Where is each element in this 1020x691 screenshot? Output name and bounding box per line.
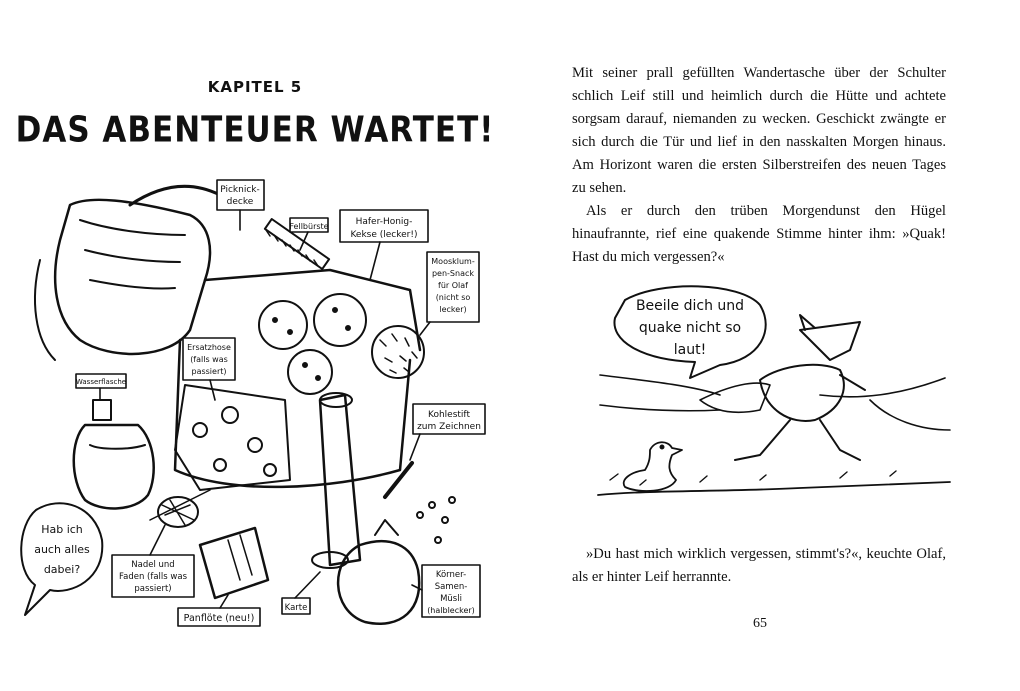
paragraph-3: »Du hast mich wirklich vergessen, stimmt's?«, keuchte Olaf, als er hinter Leif herrannte. bbox=[572, 546, 946, 585]
label-moos-4: (nicht so bbox=[435, 293, 471, 302]
label-ersatzhose-2: (falls was bbox=[190, 355, 228, 364]
needle-icon bbox=[150, 490, 210, 527]
label-picknickdecke-1: Picknick- bbox=[220, 185, 260, 195]
chapter-label: KAPITEL 5 bbox=[207, 78, 303, 96]
label-kohlestift-2: zum Zeichnen bbox=[417, 422, 481, 432]
label-ersatzhose-3: passiert) bbox=[191, 367, 227, 376]
paragraph-2: Als er durch den trüben Morgendunst den Hügel hinaufrannte, rief eine quakende Stimme hinter ihm: »Quak! Hast du mich vergessen?« bbox=[572, 203, 946, 265]
label-moos-1: Moosklum- bbox=[431, 257, 475, 266]
speech-right-3: laut! bbox=[673, 342, 707, 358]
label-hafer-1: Hafer-Honig- bbox=[355, 217, 413, 227]
label-panflote: Panflöte (neu!) bbox=[183, 613, 255, 624]
label-fellburste: Fellbürste bbox=[289, 222, 329, 231]
body-text-bottom bbox=[572, 543, 946, 589]
label-boxes bbox=[21, 180, 485, 626]
speech-right-1: Beeile dich und bbox=[635, 298, 745, 314]
trousers-icon bbox=[175, 385, 290, 490]
backpack-illustration bbox=[0, 150, 510, 650]
chapter-title: DAS ABENTEUER WARTET! bbox=[15, 109, 495, 151]
label-ersatzhose-1: Ersatzhose bbox=[187, 343, 231, 352]
speech-left-3: dabei? bbox=[43, 563, 81, 576]
moss-icon bbox=[372, 326, 424, 378]
label-muesli-3: Müsli bbox=[440, 594, 462, 604]
duck-icon bbox=[624, 442, 682, 491]
paragraph-1: Mit seiner prall gefüllten Wandertasche über der Schulter schlich Leif still und heimlich durch die Hütte und achtete sorgsam darauf, niemanden zu wecken. Geschickt zwängte er sich durch die Tür und lief in den nasskalten Morgen hinaus. Am Horizont waren die ersten Silberstreifen des neuen Tages zu sehen. bbox=[572, 65, 946, 196]
label-nadel-2: Faden (falls was bbox=[119, 572, 187, 582]
label-wasserflasche: Wasserflasche bbox=[75, 378, 127, 386]
label-muesli-2: Samen- bbox=[434, 582, 468, 592]
bottle-icon bbox=[74, 400, 154, 508]
label-karte: Karte bbox=[284, 603, 308, 613]
label-picknickdecke-2: decke bbox=[226, 197, 254, 207]
speech-left-1: Hab ich bbox=[41, 523, 83, 536]
label-moos-2: pen-Snack bbox=[431, 269, 475, 278]
label-nadel-1: Nadel und bbox=[131, 560, 175, 570]
running-illustration bbox=[590, 285, 960, 515]
speech-left-2: auch alles bbox=[34, 543, 90, 556]
speech-right-2: quake nicht so bbox=[638, 320, 742, 336]
body-text-top bbox=[572, 62, 946, 269]
label-moos-3: für Olaf bbox=[438, 281, 468, 290]
cookies-icon bbox=[259, 294, 366, 394]
pencil-icon bbox=[385, 463, 412, 497]
panflute-icon bbox=[200, 528, 268, 598]
page-number: 65 bbox=[753, 616, 767, 631]
label-kohlestift-1: Kohlestift bbox=[428, 410, 470, 420]
label-muesli-4: (halblecker) bbox=[427, 606, 475, 615]
label-hafer-2: Kekse (lecker!) bbox=[350, 230, 418, 240]
label-moos-5: lecker) bbox=[439, 305, 467, 314]
label-nadel-3: passiert) bbox=[134, 584, 172, 594]
label-muesli-1: Körner- bbox=[435, 570, 467, 580]
map-icon bbox=[312, 393, 360, 568]
